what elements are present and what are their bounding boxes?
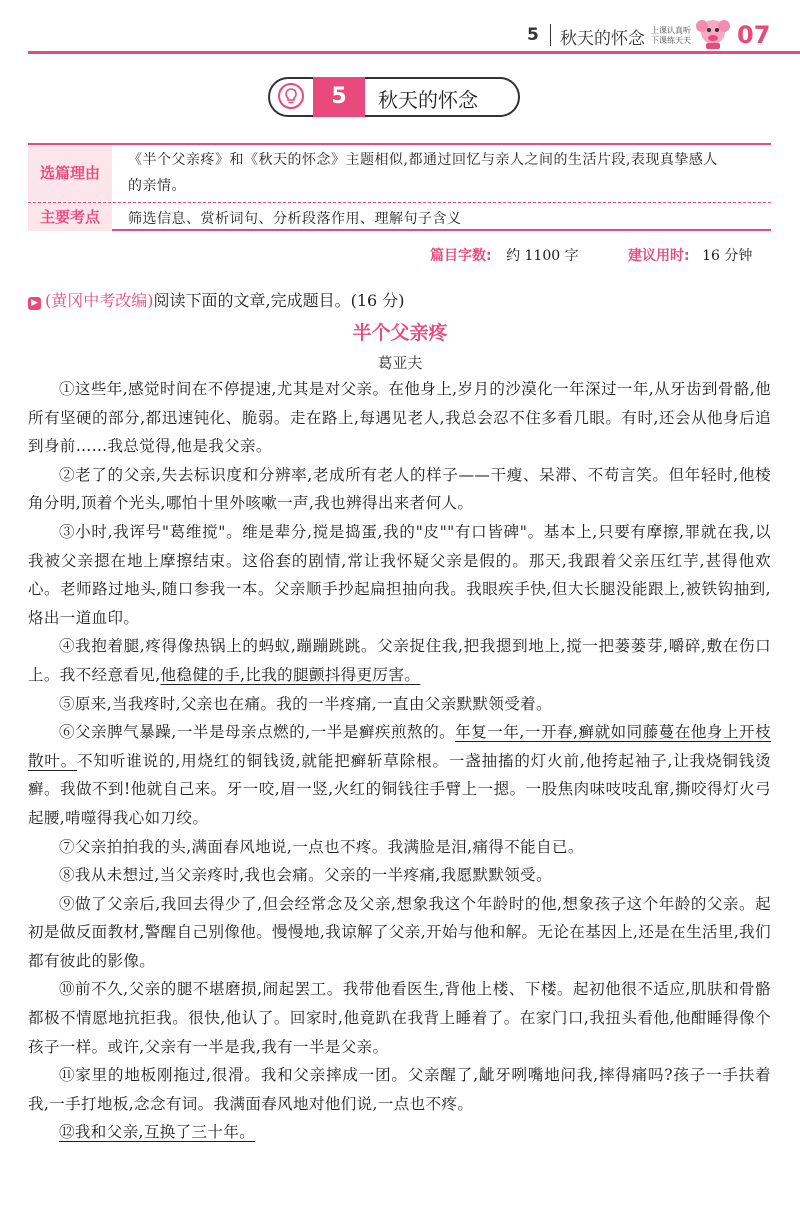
paragraph-6-text-b: 不知听谁说的,用烧红的铜钱烫,就能把癣斩草除根。一盏抽搐的灯火前,他挎起袖子,让我烧铜钱烫癣。我做不到!他就自己来。牙一咬,眉一竖,火红的铜钱往手臂上一摁。一股焦肉味吱吱乱窜,撕咬得灯火弓起腰,啃噬得我心如刀绞。 — [28, 751, 772, 827]
paragraph-10: ⑩前不久,父亲的腿不堪磨损,闹起罢工。我带他看医生,背他上楼、下楼。起初他很不适应,肌肤和骨骼都极不情愿地抗拒我。很快,他认了。回家时,他竟趴在我背上睡着了。在家门口,我扭头看他,他酣睡得像个孩子一样。或许,父亲有一半是我,我有一半是父亲。 — [28, 980, 771, 1056]
paragraph-6 — [28, 718, 771, 832]
header-slogan-line-2: 下课练天天 — [651, 36, 691, 45]
play-icon: ▶ — [28, 297, 41, 310]
header-slogan-line-1: 上课认真听 — [651, 26, 691, 35]
points-label: 主要考点 — [28, 203, 112, 231]
reason-text-line-1: 《半个父亲疼》和《秋天的怀念》主题相似,都通过回忆与亲人之间的生活片段,表现真挚感人 — [128, 152, 718, 168]
paragraph-9: ⑨做了父亲后,我回去得少了,但会经常念及父亲,想象我这个年龄时的他,想象孩子这个年龄的父亲。起初是做反面教材,警醒自己别像他。慢慢地,我谅解了父亲,开始与他和解。无论在基因上,还是在生活里,我们都有彼此的影像。 — [28, 894, 771, 970]
info-table — [28, 143, 771, 231]
header-slogan — [651, 26, 691, 46]
points-text: 筛选信息、赏析词句、分析段落作用、理解句子含义 — [128, 211, 462, 227]
paragraph-5: ⑤原来,当我疼时,父亲也在痛。我的一半疼痛,一直由父亲默默领受着。 — [59, 694, 552, 713]
reason-label: 选篇理由 — [28, 145, 112, 201]
header-rule — [28, 51, 800, 54]
reason-text-line-2: 的亲情。 — [128, 178, 186, 194]
underlined-sentence-2: 年复一年,一开春,癣就如同藤蔓在他身上开枝散叶。 — [28, 723, 771, 770]
question-source-line — [28, 288, 405, 311]
paragraph-7: ⑦父亲拍拍我的头,满面春风地说,一点也不疼。我满脸是泪,痛得不能自已。 — [59, 837, 584, 856]
info-divider — [28, 202, 771, 204]
paragraph-4-text: ④我抱着腿,疼得像热锅上的蚂蚁,蹦蹦跳跳。父亲捉住我,把我摁到地上,搅一把蒌蒌芽,嚼碎,敷在伤口上。我不经意看见, — [28, 637, 771, 684]
word-count-label: 篇目字数: — [430, 248, 492, 264]
paragraph-4 — [28, 632, 771, 689]
page-header — [0, 0, 800, 54]
suggested-time-value: 16 分钟 — [702, 248, 753, 264]
instruction-text: 阅读下面的文章,完成题目。(16 分) — [153, 291, 405, 310]
header-section-title: 秋天的怀念 — [560, 29, 645, 49]
word-count-value: 约 1100 字 — [506, 248, 579, 264]
paragraph-6-text-a: ⑥父亲脾气暴躁,一半是母亲点燃的,一半是癣疾煎熬的。 — [59, 723, 456, 742]
article-title: 半个父亲疼 — [352, 322, 448, 344]
paragraph-8: ⑧我从未想过,当父亲疼时,我也会痛。父亲的一半疼痛,我愿默默领受。 — [59, 866, 552, 885]
paragraph-1: ①这些年,感觉时间在不停提速,尤其是对父亲。在他身上,岁月的沙漠化一年深过一年,从牙齿到骨骼,他所有坚硬的部分,都迅速钝化、脆弱。走在路上,每遇见老人,我总会忍不住多看几眼。有时,还会从他身后追到身前……我总觉得,他是我父亲。 — [28, 380, 771, 456]
lightbulb-icon — [278, 83, 304, 109]
source-tag: (黄冈中考改编) — [45, 291, 154, 310]
suggested-time — [628, 245, 752, 265]
underlined-sentence-1: 他稳健的手,比我的腿颤抖得更厉害。 — [160, 665, 421, 684]
mascot-icon — [695, 16, 731, 54]
underlined-sentence-3: ⑫我和父亲,互换了三十年。 — [59, 1123, 256, 1142]
suggested-time-label: 建议用时: — [628, 248, 690, 264]
paragraph-2: ②老了的父亲,失去标识度和分辨率,老成所有老人的样子——干瘦、呆滞、不苟言笑。但年轻时,他棱角分明,顶着个光头,哪怕十里外咳嗽一声,我也辨得出来者何人。 — [28, 465, 771, 513]
paragraph-11: ⑪家里的地板刚拖过,很滑。我和父亲摔成一团。父亲醒了,龇牙咧嘴地问我,摔得痛吗?孩子一手扶着我,一手打地板,念念有词。我满面春风地对他们说,一点也不疼。 — [28, 1066, 771, 1113]
page-number: 07 — [737, 21, 771, 49]
paragraph-12 — [28, 1118, 771, 1147]
header-section-number: 5 — [527, 25, 539, 45]
article-body — [28, 375, 771, 1147]
header-divider — [550, 24, 551, 46]
article-author: 葛亚夫 — [377, 354, 423, 372]
lesson-title: 秋天的怀念 — [378, 88, 478, 112]
lesson-number: 5 — [313, 77, 365, 117]
word-count — [430, 245, 579, 265]
paragraph-3: ③小时,我诨号"葛维搅"。维是辈分,搅是捣蛋,我的"皮""有口皆碑"。基本上,只要有摩擦,罪就在我,以我被父亲摁在地上摩擦结束。这俗套的剧情,常让我怀疑父亲是假的。那天,我跟着父亲压红芋,甚得他欢心。老师路过地头,随口参我一本。父亲顺手抄起扁担抽向我。我眼疾手快,但大长腿没能跟上,被铁钩抽到,烙出一道血印。 — [28, 522, 771, 627]
